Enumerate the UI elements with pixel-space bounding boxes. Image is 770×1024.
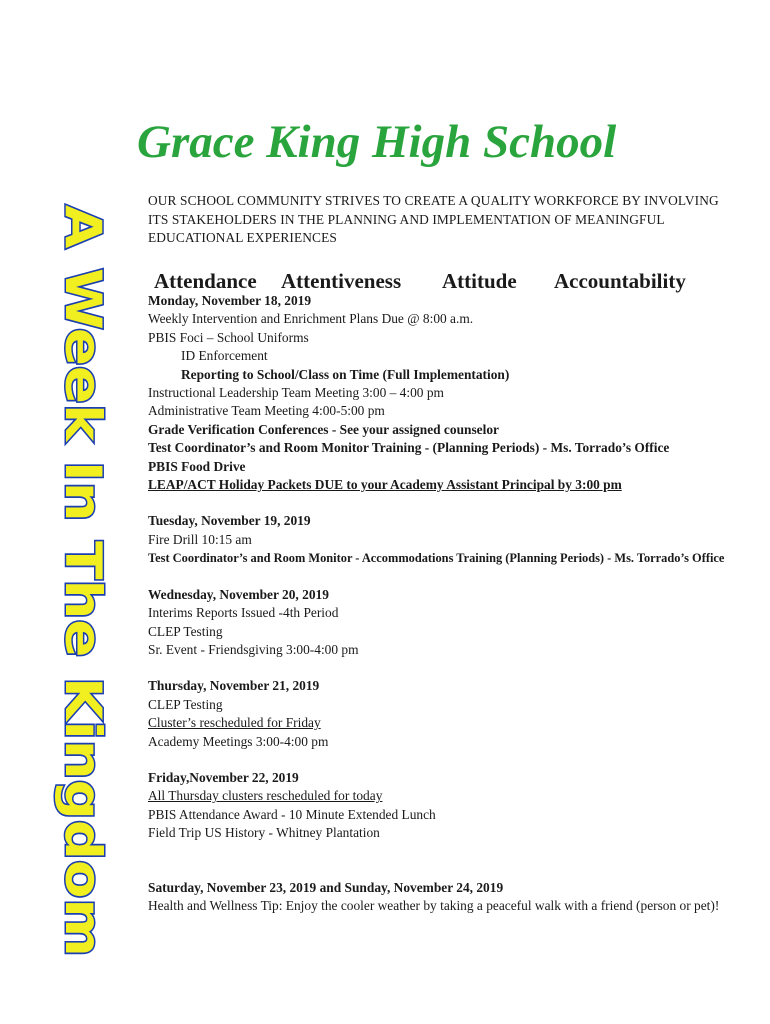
list-item: Weekly Intervention and Enrichment Plans Due @ 8:00 a.m. [148,311,474,327]
list-item: LEAP/ACT Holiday Packets DUE to your Academy Assistant Principal by 3:00 pm [148,477,622,493]
list-item: Test Coordinator’s and Room Monitor - Accommodations Training (Planning Periods) - Ms. Torrado’s Office [148,551,725,566]
weekly-schedule [148,292,733,915]
list-item: Sr. Event - Friendsgiving 3:00-4:00 pm [148,641,359,657]
list-item: PBIS Food Drive [148,458,246,474]
list-item: Field Trip US History - Whitney Plantation [148,825,380,841]
list-item: Reporting to School/Class on Time (Full Implementation) [181,366,510,382]
list-item: Grade Verification Conferences - See your assigned counselor [148,421,499,437]
list-item: PBIS Attendance Award - 10 Minute Extended Lunch [148,806,436,822]
list-item: All Thursday clusters rescheduled for today [148,788,383,804]
list-item: Administrative Team Meeting 4:00-5:00 pm [148,403,385,419]
list-item: Health and Wellness Tip: Enjoy the cooler weather by taking a peaceful walk with a friend (person or pet)! [148,897,720,913]
list-item: Interims Reports Issued -4th Period [148,605,339,621]
list-item: Instructional Leadership Team Meeting 3:00 – 4:00 pm [148,385,444,401]
day-heading-wednesday: Wednesday, November 20, 2019 [148,586,329,602]
school-title: Grace King High School [137,116,617,168]
list-item: Academy Meetings 3:00-4:00 pm [148,733,329,749]
list-item: ID Enforcement [181,348,268,364]
list-item: CLEP Testing [148,696,223,712]
value-attendance: Attendance [154,269,257,293]
value-accountability: Accountability [554,269,686,293]
list-item: PBIS Foci – School Uniforms [148,329,309,345]
list-item: Fire Drill 10:15 am [148,531,252,547]
list-item: Cluster’s rescheduled for Friday [148,715,321,731]
day-heading-thursday: Thursday, November 21, 2019 [148,678,320,694]
day-heading-tuesday: Tuesday, November 19, 2019 [148,513,311,529]
value-attentiveness: Attentiveness [281,269,402,293]
day-heading-monday: Monday, November 18, 2019 [148,293,312,308]
day-heading-friday: Friday,November 22, 2019 [148,769,299,785]
mission-statement: OUR SCHOOL COMMUNITY STRIVES TO CREATE A QUALITY WORKFORCE BY INVOLVING ITS STAKEHOLDERS IN THE PLANNING AND IMPLEMENTATION OF MEANINGFUL EDUCATIONAL EXPERIENCES [148,193,719,245]
list-item: Test Coordinator’s and Room Monitor Training - (Planning Periods) - Ms. Torrado’s Office [148,440,670,456]
side-banner-text: A Week In The Kingdom [54,205,112,876]
side-banner-wordart [48,203,124,963]
value-attitude: Attitude [442,269,517,293]
day-heading-weekend: Saturday, November 23, 2019 and Sunday, November 24, 2019 [148,879,504,895]
list-item: CLEP Testing [148,623,223,639]
